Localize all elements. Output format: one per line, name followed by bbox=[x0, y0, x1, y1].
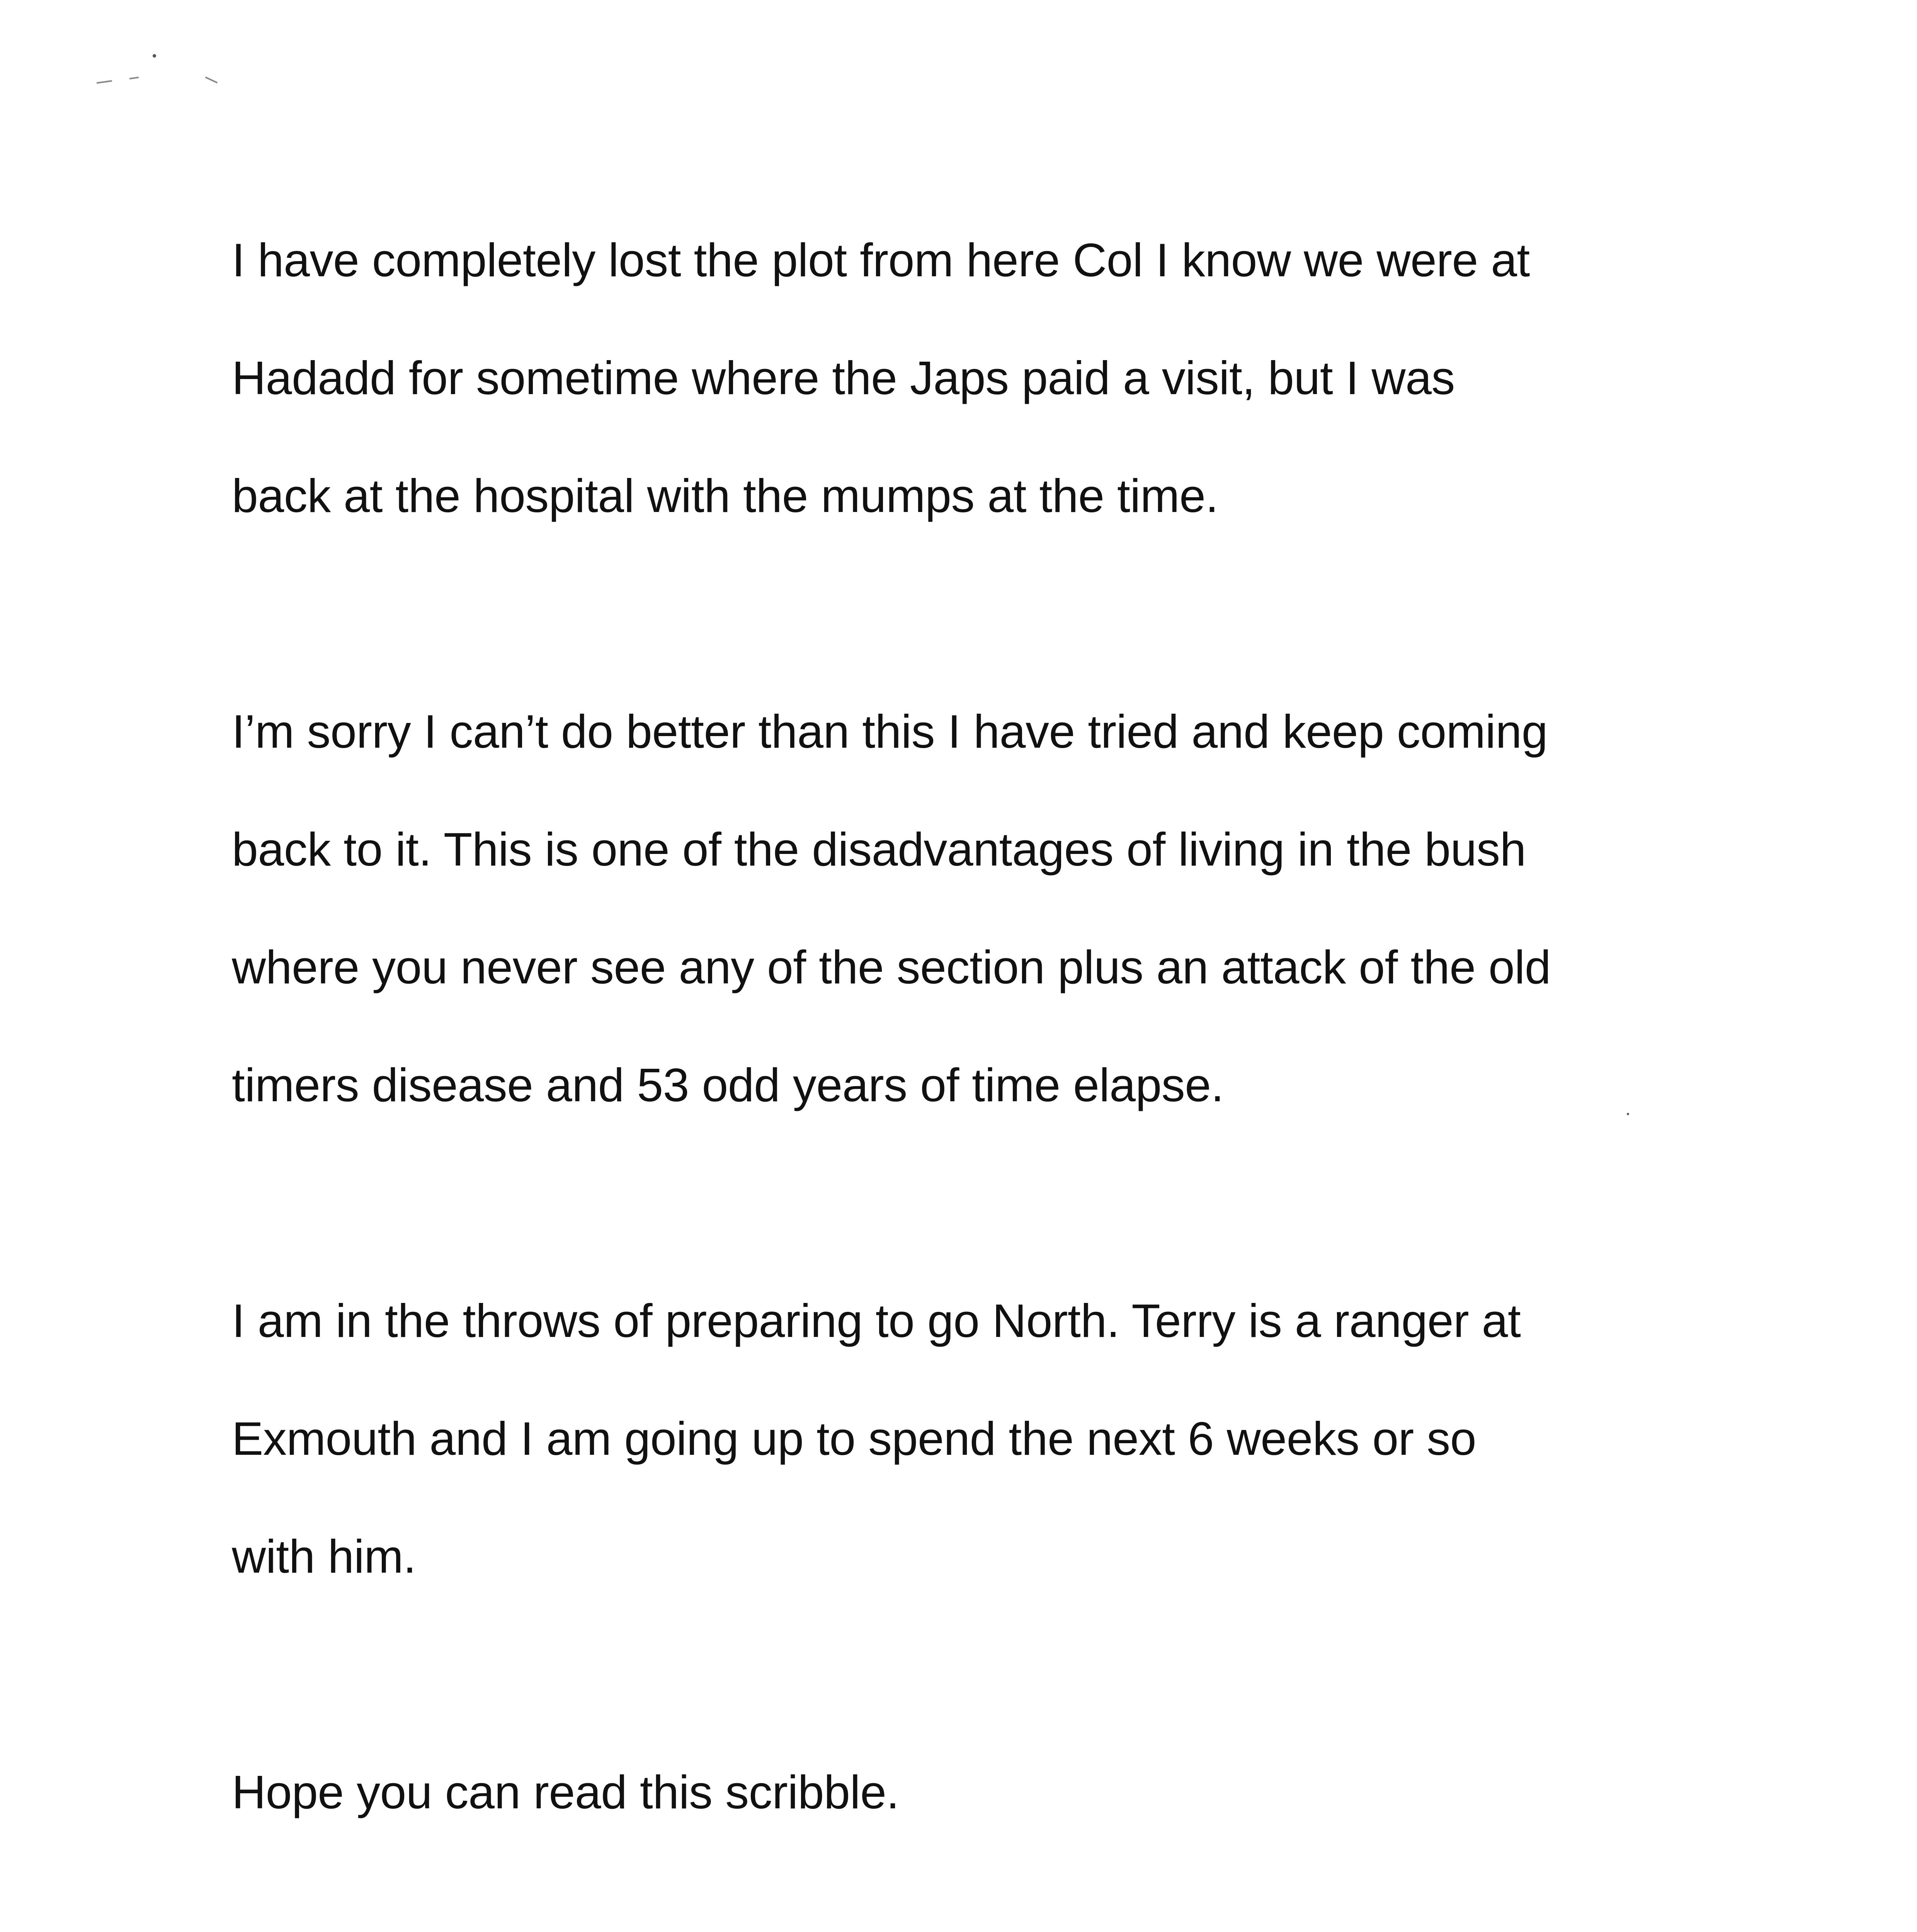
letter-line: Hope you can read this scribble. bbox=[232, 1766, 899, 1818]
letter-line: with him. bbox=[232, 1530, 416, 1583]
scan-mark bbox=[129, 77, 139, 79]
letter-line: back at the hospital with the mumps at the time. bbox=[232, 469, 1218, 522]
letter-line: I am in the throws of preparing to go North. Terry is a ranger at bbox=[232, 1294, 1521, 1347]
scan-mark bbox=[205, 77, 218, 83]
scan-mark bbox=[97, 80, 112, 84]
letter-line: timers disease and 53 odd years of time elapse. bbox=[232, 1059, 1224, 1111]
letter-line: where you never see any of the section plus an attack of the old bbox=[232, 941, 1551, 993]
letter-line: I’m sorry I can’t do better than this I have tried and keep coming bbox=[232, 705, 1548, 758]
letter-line: Exmouth and I am going up to spend the next 6 weeks or so bbox=[232, 1412, 1476, 1465]
scan-speck bbox=[1627, 1113, 1629, 1115]
scan-speck bbox=[153, 54, 156, 58]
letter-line: back to it. This is one of the disadvantages of living in the bush bbox=[232, 823, 1526, 876]
letter-line: Hadadd for sometime where the Japs paid a visit, but I was bbox=[232, 352, 1455, 404]
letter-line: I have completely lost the plot from here Col I know we were at bbox=[232, 234, 1530, 286]
